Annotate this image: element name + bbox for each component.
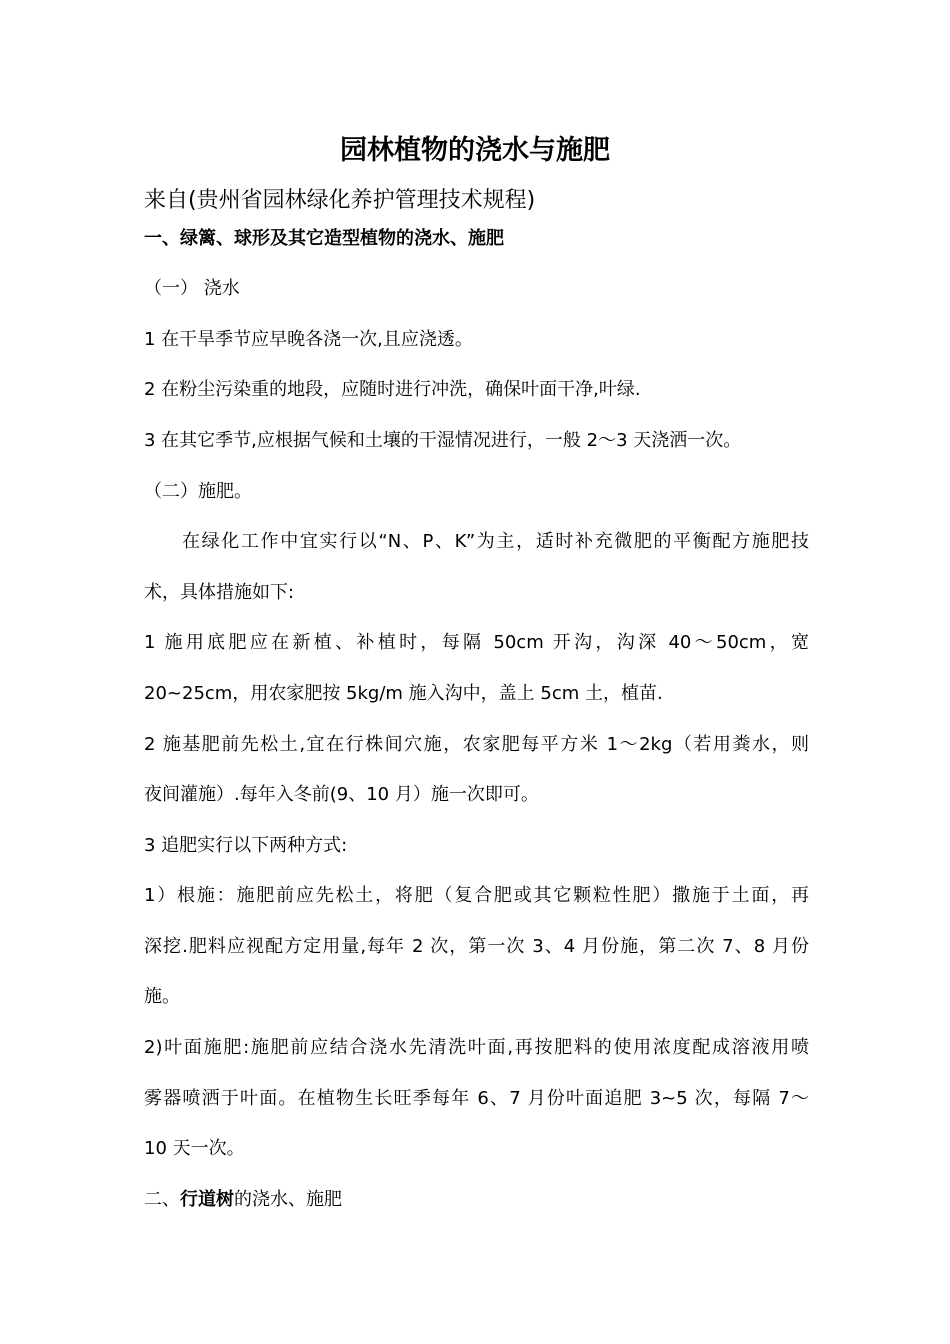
watering-item-3: 3 在其它季节,应根据气候和土壤的干湿情况进行，一般 2～3 天浇洒一次。 [144,430,742,451]
fertilizing-item-2-line-1: 2 施基肥前先松土,宜在行株间穴施，农家肥每平方米 1～2kg（若用粪水，则 [144,734,809,755]
subsection-fertilizing-heading: （二）施肥。 [144,481,252,502]
section-2-suffix: 的浇水、施肥 [234,1189,342,1210]
document-title: 园林植物的浇水与施肥 [340,135,610,166]
root-application-line-1: 1）根施：施肥前应先松土，将肥（复合肥或其它颗粒性肥）撒施于土面，再 [144,885,809,906]
section-2-heading [144,1188,809,1212]
fertilizing-item-1-line-2: 20~25cm，用农家肥按 5kg/m 施入沟中，盖上 5cm 土，植苗. [144,683,663,704]
document-source: 来自(贵州省园林绿化养护管理技术规程) [144,188,536,213]
section-2-prefix: 二、 [144,1189,180,1210]
foliar-application-line-2: 雾器喷洒于叶面。在植物生长旺季每年 6、7 月份叶面追肥 3~5 次，每隔 7～ [144,1088,809,1109]
root-application-line-3: 施。 [144,986,180,1007]
foliar-application-line-3: 10 天一次。 [144,1138,245,1159]
fertilizing-item-3-heading: 3 追肥实行以下两种方式: [144,835,348,856]
watering-item-2: 2 在粉尘污染重的地段，应随时进行冲洗，确保叶面干净,叶绿. [144,379,641,400]
fertilizing-intro-line-1: 在绿化工作中宜实行以“N、P、K”为主，适时补充微肥的平衡配方施肥技 [182,531,809,552]
watering-item-1: 1 在干旱季节应早晚各浇一次,且应浇透。 [144,329,473,350]
subsection-watering-heading: （一） 浇水 [144,278,240,299]
foliar-application-line-1: 2)叶面施肥:施肥前应结合浇水先清洗叶面,再按肥料的使用浓度配成溶液用喷 [144,1037,809,1058]
fertilizing-item-1-line-1: 1 施用底肥应在新植、补植时，每隔 50cm 开沟，沟深 40～50cm，宽 [144,632,809,653]
section-1-heading: 一、绿篱、球形及其它造型植物的浇水、施肥 [144,228,504,249]
root-application-line-2: 深挖.肥料应视配方定用量,每年 2 次，第一次 3、4 月份施，第二次 7、8 月份 [144,936,809,957]
fertilizing-intro-line-2: 术，具体措施如下: [144,582,295,603]
section-2-bold-term: 行道树 [180,1189,234,1210]
fertilizing-item-2-line-2: 夜间灌施）.每年入冬前(9、10 月）施一次即可。 [144,784,539,805]
